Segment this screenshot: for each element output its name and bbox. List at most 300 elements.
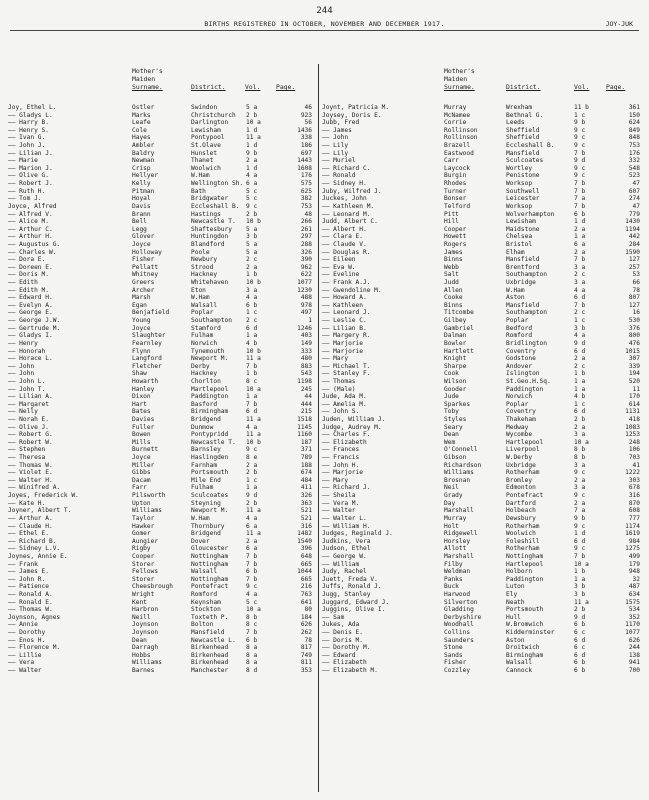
volume: 2 a — [574, 499, 586, 507]
child-name: —— Albert H. — [322, 225, 367, 233]
register-entry — [8, 378, 314, 386]
child-name: —— Horace L. — [8, 355, 53, 363]
page-ref: 674 — [300, 469, 312, 477]
volume: 10 b — [246, 279, 261, 287]
maiden-header-line1: Mother's — [132, 67, 163, 75]
child-name: —— Edith M. — [8, 286, 49, 294]
register-entry — [8, 302, 314, 310]
mother-maiden-surname: Whitney — [132, 271, 159, 279]
registration-district: Wortley — [506, 164, 533, 172]
register-entry — [322, 446, 642, 454]
volume: 1 d — [246, 126, 258, 134]
volume: 2 c — [246, 256, 258, 264]
mother-maiden-surname: Slaughter — [132, 332, 166, 340]
registration-district: Foleshill — [506, 537, 540, 545]
page-ref: 625 — [300, 187, 312, 195]
child-name: Judd, Albert C. — [322, 218, 378, 226]
register-entry — [8, 583, 314, 591]
volume: 6 a — [246, 545, 258, 553]
mother-maiden-surname: Fisher — [444, 659, 467, 667]
registration-district: W.Ham — [191, 514, 210, 522]
mother-maiden-surname: Cole — [132, 126, 147, 134]
page-ref: 948 — [628, 568, 640, 576]
volume: 9 c — [246, 202, 258, 210]
volume: 2 c — [574, 271, 586, 279]
volume: 2 b — [246, 210, 258, 218]
mother-maiden-surname: Allott — [444, 545, 467, 553]
mother-maiden-surname: Cook — [444, 370, 459, 378]
registration-district: Newcastle T. — [191, 438, 236, 446]
register-entry — [8, 599, 314, 607]
registration-district: Ely — [506, 591, 518, 598]
registration-district: Walsall — [506, 659, 533, 667]
volume: 1 b — [246, 271, 258, 279]
child-name: —— Denis E. — [322, 629, 363, 637]
register-entry — [8, 606, 314, 614]
mother-maiden-surname: Jude — [444, 393, 459, 401]
mother-maiden-surname: Dacam — [132, 476, 151, 484]
register-entry — [322, 454, 642, 462]
child-name: —— Michael T. — [322, 362, 371, 370]
register-entry — [322, 233, 642, 241]
volume: 9 c — [574, 469, 586, 477]
mother-maiden-surname: Fearnley — [132, 339, 162, 347]
registration-district: Chelsea — [506, 233, 533, 241]
register-entry — [322, 386, 642, 394]
registration-district: Pontefract — [191, 583, 229, 591]
volume: 6 a — [246, 522, 258, 530]
volume: 4 a — [246, 172, 258, 180]
child-name: —— Thomas W. — [8, 606, 53, 614]
page-ref: 497 — [300, 309, 312, 317]
page-ref: 47 — [632, 180, 640, 188]
volume: 5 c — [246, 598, 258, 606]
mother-maiden-surname: Burgin — [444, 172, 467, 180]
page-ref: 333 — [300, 347, 312, 355]
child-name: —— Gertrude M. — [8, 324, 61, 332]
child-name: —— Sidney H. — [322, 180, 367, 188]
mother-maiden-surname: Williams — [444, 469, 474, 477]
volume: 7 a — [574, 195, 586, 203]
page-ref: 1436 — [297, 126, 312, 134]
volume: 11 a — [246, 355, 261, 363]
child-name: —— Claude V. — [322, 240, 367, 248]
volume: 6 b — [574, 621, 586, 629]
volume: 2 a — [574, 355, 586, 363]
child-name: Judkins, Vera — [322, 537, 371, 545]
child-name: —— Frances — [322, 446, 360, 454]
mother-maiden-surname: Barnes — [132, 667, 155, 675]
volume: 9 b — [574, 119, 586, 127]
registration-district: Mansfield — [506, 256, 540, 264]
page-ref: 487 — [628, 583, 640, 591]
mother-maiden-surname: Panks — [444, 575, 463, 583]
register-entry — [8, 332, 314, 340]
child-name: —— Kathleen M. — [322, 202, 375, 210]
child-name: —— Alice M. — [8, 218, 49, 226]
registration-district: Edmonton — [506, 484, 536, 492]
child-name: —— Lilian B. — [322, 324, 367, 332]
volume: 9 c — [574, 134, 586, 142]
registration-district: Penistone — [506, 172, 540, 180]
register-entry — [322, 591, 642, 599]
register-entry — [322, 104, 642, 112]
register-entry — [322, 477, 642, 485]
page-ref: 176 — [628, 149, 640, 157]
page-ref: 338 — [300, 134, 312, 142]
mother-maiden-surname: Pitman — [132, 187, 155, 195]
registration-district: Mile End — [191, 476, 221, 484]
volume: 8 c — [246, 377, 258, 385]
register-entry — [8, 150, 314, 158]
volume: 6 d — [574, 294, 586, 302]
child-name: Judy, Rachel — [322, 568, 367, 576]
register-entry — [322, 226, 642, 234]
child-name: Joy, Ethel L. — [8, 104, 57, 111]
volume: 1 c — [574, 111, 586, 119]
volume: 2 a — [574, 248, 586, 256]
volume: 6 b — [574, 659, 586, 667]
volume: 7 b — [246, 400, 258, 408]
registration-district: Hull — [506, 613, 521, 621]
page-header: Page. — [276, 83, 296, 91]
registration-district: Birkenhead — [191, 644, 229, 652]
child-name: —— Norah E. — [8, 415, 49, 423]
register-entry — [322, 431, 642, 439]
page-ref: 78 — [304, 636, 312, 644]
mother-maiden-surname: Kelly — [132, 180, 151, 188]
volume: 10 a — [246, 606, 261, 614]
volume: 3 b — [574, 591, 586, 598]
register-entry — [322, 241, 642, 249]
registration-district: Sculcoates — [506, 157, 544, 165]
registration-district: Wellington Sh. — [191, 180, 244, 188]
page-ref: 624 — [628, 119, 640, 127]
volume: 5 a — [246, 248, 258, 256]
page-ref: 777 — [628, 514, 640, 522]
register-entry — [322, 416, 642, 424]
registration-district: Haslingden — [191, 454, 229, 462]
page-ref: 244 — [628, 644, 640, 652]
page-ref: 1222 — [625, 469, 640, 477]
registration-district: Eccleshall B. — [191, 202, 240, 210]
mother-maiden-surname: Burnett — [132, 446, 159, 454]
mother-maiden-surname: Telford — [444, 202, 471, 210]
register-entry — [322, 408, 642, 416]
mother-maiden-surname: Wright — [132, 591, 155, 598]
register-entry — [322, 348, 642, 356]
registration-district: Tynemouth — [191, 347, 225, 355]
page-ref: 179 — [628, 560, 640, 568]
mother-maiden-surname: Hayes — [132, 134, 151, 142]
register-entry — [322, 340, 642, 348]
page-ref: 665 — [300, 575, 312, 583]
child-name: —— James E. — [8, 568, 49, 576]
registration-district: Nottingham — [506, 552, 544, 560]
registration-district: Hartlepool — [506, 438, 544, 446]
page-ref: 297 — [300, 233, 312, 241]
page-ref: 1077 — [625, 629, 640, 637]
mother-maiden-surname: Bonser — [444, 195, 467, 203]
register-entry — [8, 249, 314, 257]
page-ref: 170 — [628, 393, 640, 401]
mother-maiden-surname: Benjafield — [132, 309, 170, 317]
child-name: —— (Male) — [322, 385, 356, 393]
child-name: —— Robert W. — [8, 438, 53, 446]
register-entry — [8, 644, 314, 652]
page-number: 244 — [316, 6, 333, 16]
page-ref: 1 — [308, 317, 312, 325]
register-entry — [8, 370, 314, 378]
page-ref: 1198 — [297, 377, 312, 385]
registration-district: Mansfield — [506, 149, 540, 157]
page-ref: 78 — [632, 286, 640, 294]
registration-district: Woolwich — [191, 164, 221, 172]
volume: 11 a — [246, 415, 261, 423]
registration-district: Fulham — [191, 332, 214, 340]
volume: 6 d — [246, 408, 258, 416]
registration-district: Hastings — [191, 210, 221, 218]
register-entry — [8, 538, 314, 546]
mother-maiden-surname: Flynn — [132, 347, 151, 355]
mother-maiden-surname: Marshall — [444, 507, 474, 515]
child-name: —— Honorah — [8, 347, 46, 355]
mother-maiden-surname: Day — [444, 499, 456, 507]
child-name: —— Evelyn A. — [8, 301, 53, 309]
registration-district: Thornbury — [191, 522, 225, 530]
mother-maiden-surname: Sands — [444, 651, 463, 659]
child-name: —— Sam — [322, 613, 345, 621]
page-ref: 700 — [628, 667, 640, 675]
mother-maiden-surname: Storer — [132, 560, 155, 568]
mother-maiden-surname: Cozzley — [444, 667, 471, 675]
child-name: —— Edward H. — [8, 294, 53, 302]
registration-district: Poplar — [191, 309, 214, 317]
register-entry — [322, 538, 642, 546]
page-ref: 530 — [628, 317, 640, 325]
register-entry — [8, 363, 314, 371]
register-entry — [322, 583, 642, 591]
page-ref: 811 — [300, 659, 312, 667]
mother-maiden-surname: Shaw — [132, 370, 147, 378]
volume: 11 a — [246, 530, 261, 538]
registration-district: W.Bromwich — [506, 621, 544, 629]
child-name: —— John — [322, 134, 349, 142]
child-name: —— Robert G. — [8, 431, 53, 439]
register-entry — [8, 484, 314, 492]
volume: 2 a — [574, 225, 586, 233]
page-ref: 607 — [628, 187, 640, 195]
mother-maiden-surname: Glover — [132, 233, 155, 241]
register-entry — [8, 545, 314, 553]
child-name: —— John — [8, 362, 35, 370]
register-entry — [8, 180, 314, 188]
page-ref: 870 — [628, 499, 640, 507]
registration-district: St.Olave — [191, 142, 221, 150]
register-entry — [8, 279, 314, 287]
mother-maiden-surname: Marsh — [132, 294, 151, 302]
volume: 7 b — [574, 256, 586, 264]
mother-maiden-surname: Knight — [444, 355, 467, 363]
register-entry — [322, 484, 642, 492]
volume: 4 b — [574, 393, 586, 401]
child-name: —— Arthur A. — [8, 514, 53, 522]
page-ref: 53 — [632, 271, 640, 279]
volume: 7 b — [574, 301, 586, 309]
registration-district: Andover — [506, 362, 533, 370]
volume: 1 b — [574, 568, 586, 576]
registration-district: Birmingham — [506, 651, 544, 659]
child-name: —— Elizabeth M. — [322, 667, 378, 675]
child-name: —— Richard J. — [322, 484, 371, 492]
volume: 7 b — [246, 560, 258, 568]
child-name: Joynes, Annie E. — [8, 552, 68, 560]
register-entry — [8, 408, 314, 416]
register-entry — [322, 256, 642, 264]
child-name: —— George W. — [322, 552, 367, 560]
registration-district: Leeds — [506, 119, 525, 127]
register-entry — [322, 211, 642, 219]
register-entry — [8, 614, 314, 622]
volume: 2 b — [246, 111, 258, 119]
volume: 10 b — [246, 438, 261, 446]
child-name: —— Sheila — [322, 492, 356, 500]
child-name: Joyner, Albert T. — [8, 507, 72, 515]
registration-district: Rotherham — [506, 522, 540, 530]
register-entry — [8, 233, 314, 241]
mother-maiden-surname: Allen — [444, 286, 463, 294]
mother-maiden-surname: Ostler — [132, 104, 155, 111]
mother-maiden-surname: Williams — [132, 507, 162, 515]
mother-maiden-surname: Eastwood — [444, 149, 474, 157]
volume: 4 b — [246, 339, 258, 347]
mother-maiden-surname: Greers — [132, 279, 155, 287]
mother-maiden-surname: Joyce — [132, 454, 151, 462]
registration-district: Nottingham — [191, 552, 229, 560]
child-name: —— John H. — [322, 461, 360, 469]
page-ref: 1145 — [297, 423, 312, 431]
page-ref: 1275 — [625, 545, 640, 553]
mother-maiden-surname: Marks — [132, 111, 151, 119]
registration-district: Whitehaven — [191, 279, 229, 287]
child-name: Jude, Ada M. — [322, 393, 367, 401]
child-name: —— Doris M. — [322, 636, 363, 644]
page-ref: 648 — [300, 552, 312, 560]
page-ref: 1619 — [625, 530, 640, 538]
mother-maiden-surname: Pellatt — [132, 263, 159, 271]
register-entry — [8, 195, 314, 203]
register-entry — [8, 157, 314, 165]
page-ref: 849 — [628, 126, 640, 134]
page-ref: 339 — [628, 362, 640, 370]
registration-district: Newcastle L. — [191, 636, 236, 644]
page-ref: 127 — [628, 301, 640, 309]
page-ref: 848 — [628, 134, 640, 142]
register-entry — [8, 591, 314, 599]
maiden-header-line3: Surname. — [132, 83, 163, 91]
register-entry — [8, 271, 314, 279]
district-header: District. — [191, 83, 226, 91]
volume: 10 b — [246, 347, 261, 355]
register-entry — [322, 553, 642, 561]
registration-district: Hackney — [191, 370, 218, 378]
child-name: —— Muriel — [322, 157, 356, 165]
volume: 6 d — [574, 651, 586, 659]
mother-maiden-surname: Rhodes — [444, 180, 467, 188]
registration-district: Birkenhead — [191, 659, 229, 667]
mother-maiden-surname: Hoyal — [132, 195, 151, 203]
child-name: Judge, Audrey M. — [322, 423, 382, 431]
volume: 3 a — [574, 279, 586, 287]
child-name: —— Arthur H. — [8, 233, 53, 241]
volume: 7 a — [574, 507, 586, 515]
mother-maiden-surname: Collins — [444, 629, 471, 637]
page-ref: 444 — [300, 400, 312, 408]
page-ref: 548 — [628, 164, 640, 172]
page-ref: 521 — [300, 514, 312, 522]
volume: 10 a — [574, 438, 589, 446]
page-ref: 188 — [300, 461, 312, 469]
register-entry — [322, 644, 642, 652]
page-ref: 326 — [300, 492, 312, 500]
child-name: —— Annie — [8, 621, 38, 629]
page-title: BIRTHS REGISTERED IN OCTOBER, NOVEMBER AND DECEMBER 1917. — [204, 20, 445, 28]
mother-maiden-surname: Upton — [132, 499, 151, 507]
register-entry — [8, 309, 314, 317]
registration-district: Newcastle T. — [191, 218, 236, 226]
child-name: —— Enos H. — [8, 636, 46, 644]
page-ref: 962 — [300, 263, 312, 271]
child-name: —— Claude H. — [8, 522, 53, 530]
page-ref: 1015 — [625, 347, 640, 355]
registration-district: Worksop — [506, 202, 533, 210]
maiden-header-line3: Surname. — [444, 83, 475, 91]
page-ref: 396 — [300, 545, 312, 553]
register-entry — [322, 378, 642, 386]
volume: 11 a — [246, 431, 261, 439]
child-name: Joynt, Patricia M. — [322, 104, 390, 111]
page-ref: 1482 — [297, 530, 312, 538]
registration-district: Pontypridd — [191, 431, 229, 439]
volume: 5 a — [246, 225, 258, 233]
page-ref: 316 — [300, 522, 312, 530]
page-ref: 187 — [300, 438, 312, 446]
volume: 2 a — [246, 263, 258, 271]
page-ref: 56 — [304, 119, 312, 127]
mother-maiden-surname: Davies — [132, 415, 155, 423]
page-ref: 626 — [300, 621, 312, 629]
child-name: —— George J.W. — [8, 317, 61, 325]
register-entry — [322, 363, 642, 371]
child-name: —— Doreen E. — [8, 263, 53, 271]
page-ref: 303 — [628, 476, 640, 484]
volume: 7 b — [574, 187, 586, 195]
child-name: —— Leonard M. — [322, 210, 371, 218]
child-name: —— Lilian J. — [8, 149, 53, 157]
mother-maiden-surname: Saunders — [444, 636, 474, 644]
page-ref: 261 — [300, 225, 312, 233]
child-name: —— Nelly — [8, 408, 38, 416]
child-name: —— Sidney L.V. — [8, 545, 61, 553]
registration-district: Poplar — [506, 400, 529, 408]
mother-maiden-surname: Leafe — [132, 119, 151, 127]
volume: 9 c — [574, 522, 586, 530]
child-name: —— Margaret — [8, 400, 49, 408]
child-name: —— Thomas — [322, 377, 356, 385]
volume: 5 c — [246, 187, 258, 195]
mother-maiden-surname: Cooper — [444, 225, 467, 233]
mother-maiden-surname: Neill — [132, 613, 151, 621]
